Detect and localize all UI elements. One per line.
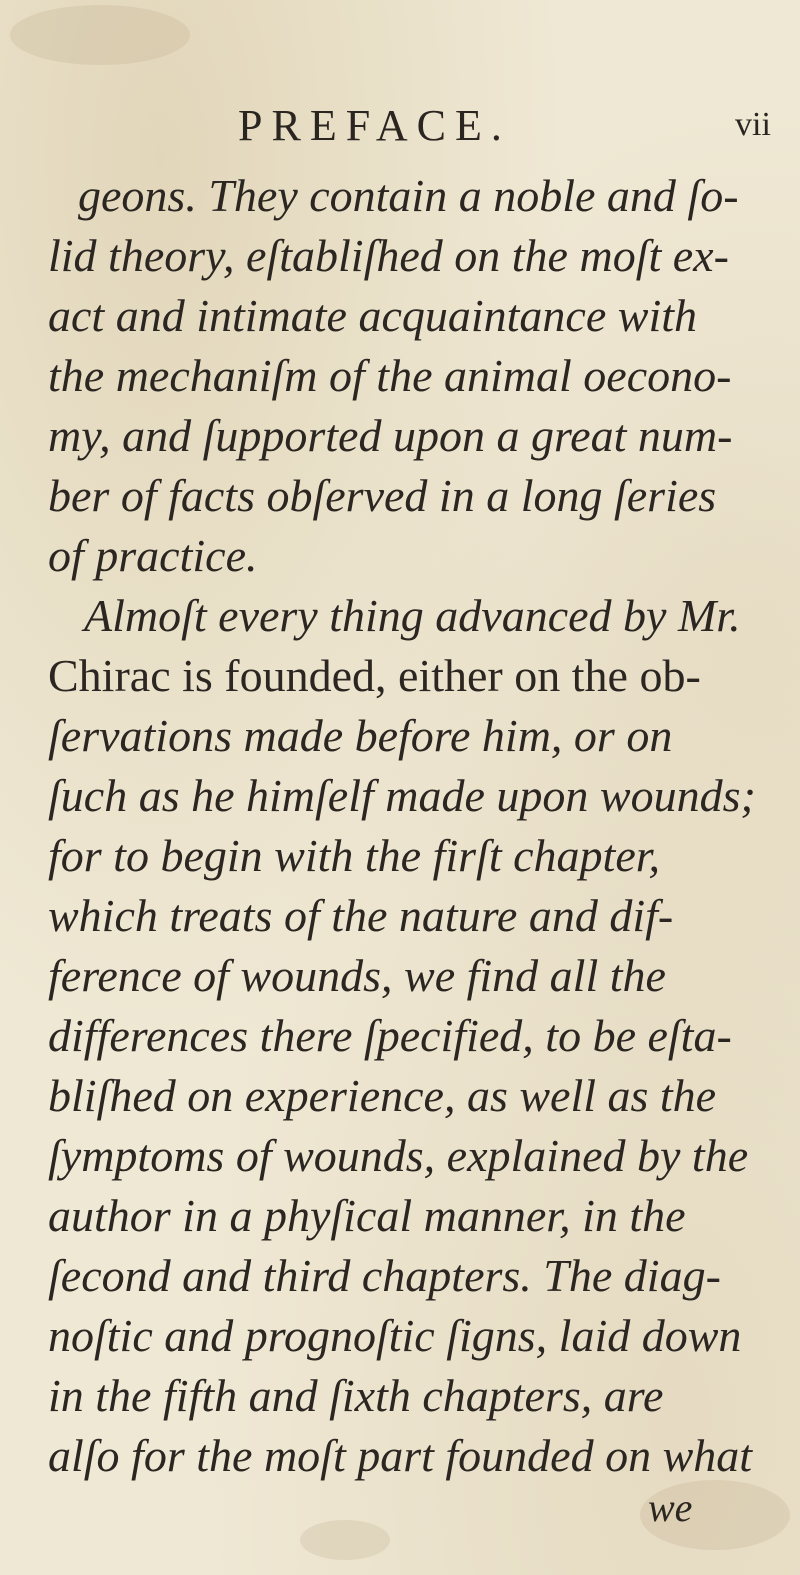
text-line: in the fifth and ſixth chapters, are [48,1370,664,1421]
text-line: ſuch as he himſelf made upon wounds; [48,770,756,821]
running-title: PREFACE. [238,101,511,150]
text-line: lid theory, eſtabliſhed on the moſt ex- [48,230,729,281]
text-line: noſtic and prognoſtic ſigns, laid down [48,1310,742,1361]
text-line: my, and ſupported upon a great num- [48,410,733,461]
text-line: bliſhed on experience, as well as the [48,1070,717,1121]
text-line: ſymptoms of wounds, explained by the [48,1130,749,1181]
paper-stain [300,1520,390,1560]
running-header [0,100,800,160]
text-line: ſervations made before him, or on [48,710,673,761]
text-line: ber of facts obſerved in a long ſeries [48,470,717,521]
text-line: differences there ſpecified, to be eſta- [48,1010,732,1061]
text-line: of practice. [48,530,258,581]
text-line: the mechaniſm of the animal oecono- [48,350,732,401]
text-line: Chirac is founded, either on the ob- [48,650,701,701]
text-line: which treats of the nature and dif- [48,890,674,941]
paper-stain [10,5,190,65]
text-line: author in a phyſical manner, in the [48,1190,686,1241]
text-line: act and intimate acquaintance with [48,290,698,341]
text-line: ſecond and third chapters. The diag- [48,1250,721,1301]
text-line: alſo for the moſt part founded on what [48,1430,753,1481]
text-line: for to begin with the firſt chapter, [48,830,661,881]
catchword: we [648,1485,693,1530]
text-line: geons. They contain a noble and ſo- [78,170,739,221]
text-line: ference of wounds, we find all the [48,950,666,1001]
text-line: Almoſt every thing advanced by Mr. [84,590,741,641]
page-number: vii [735,106,771,143]
